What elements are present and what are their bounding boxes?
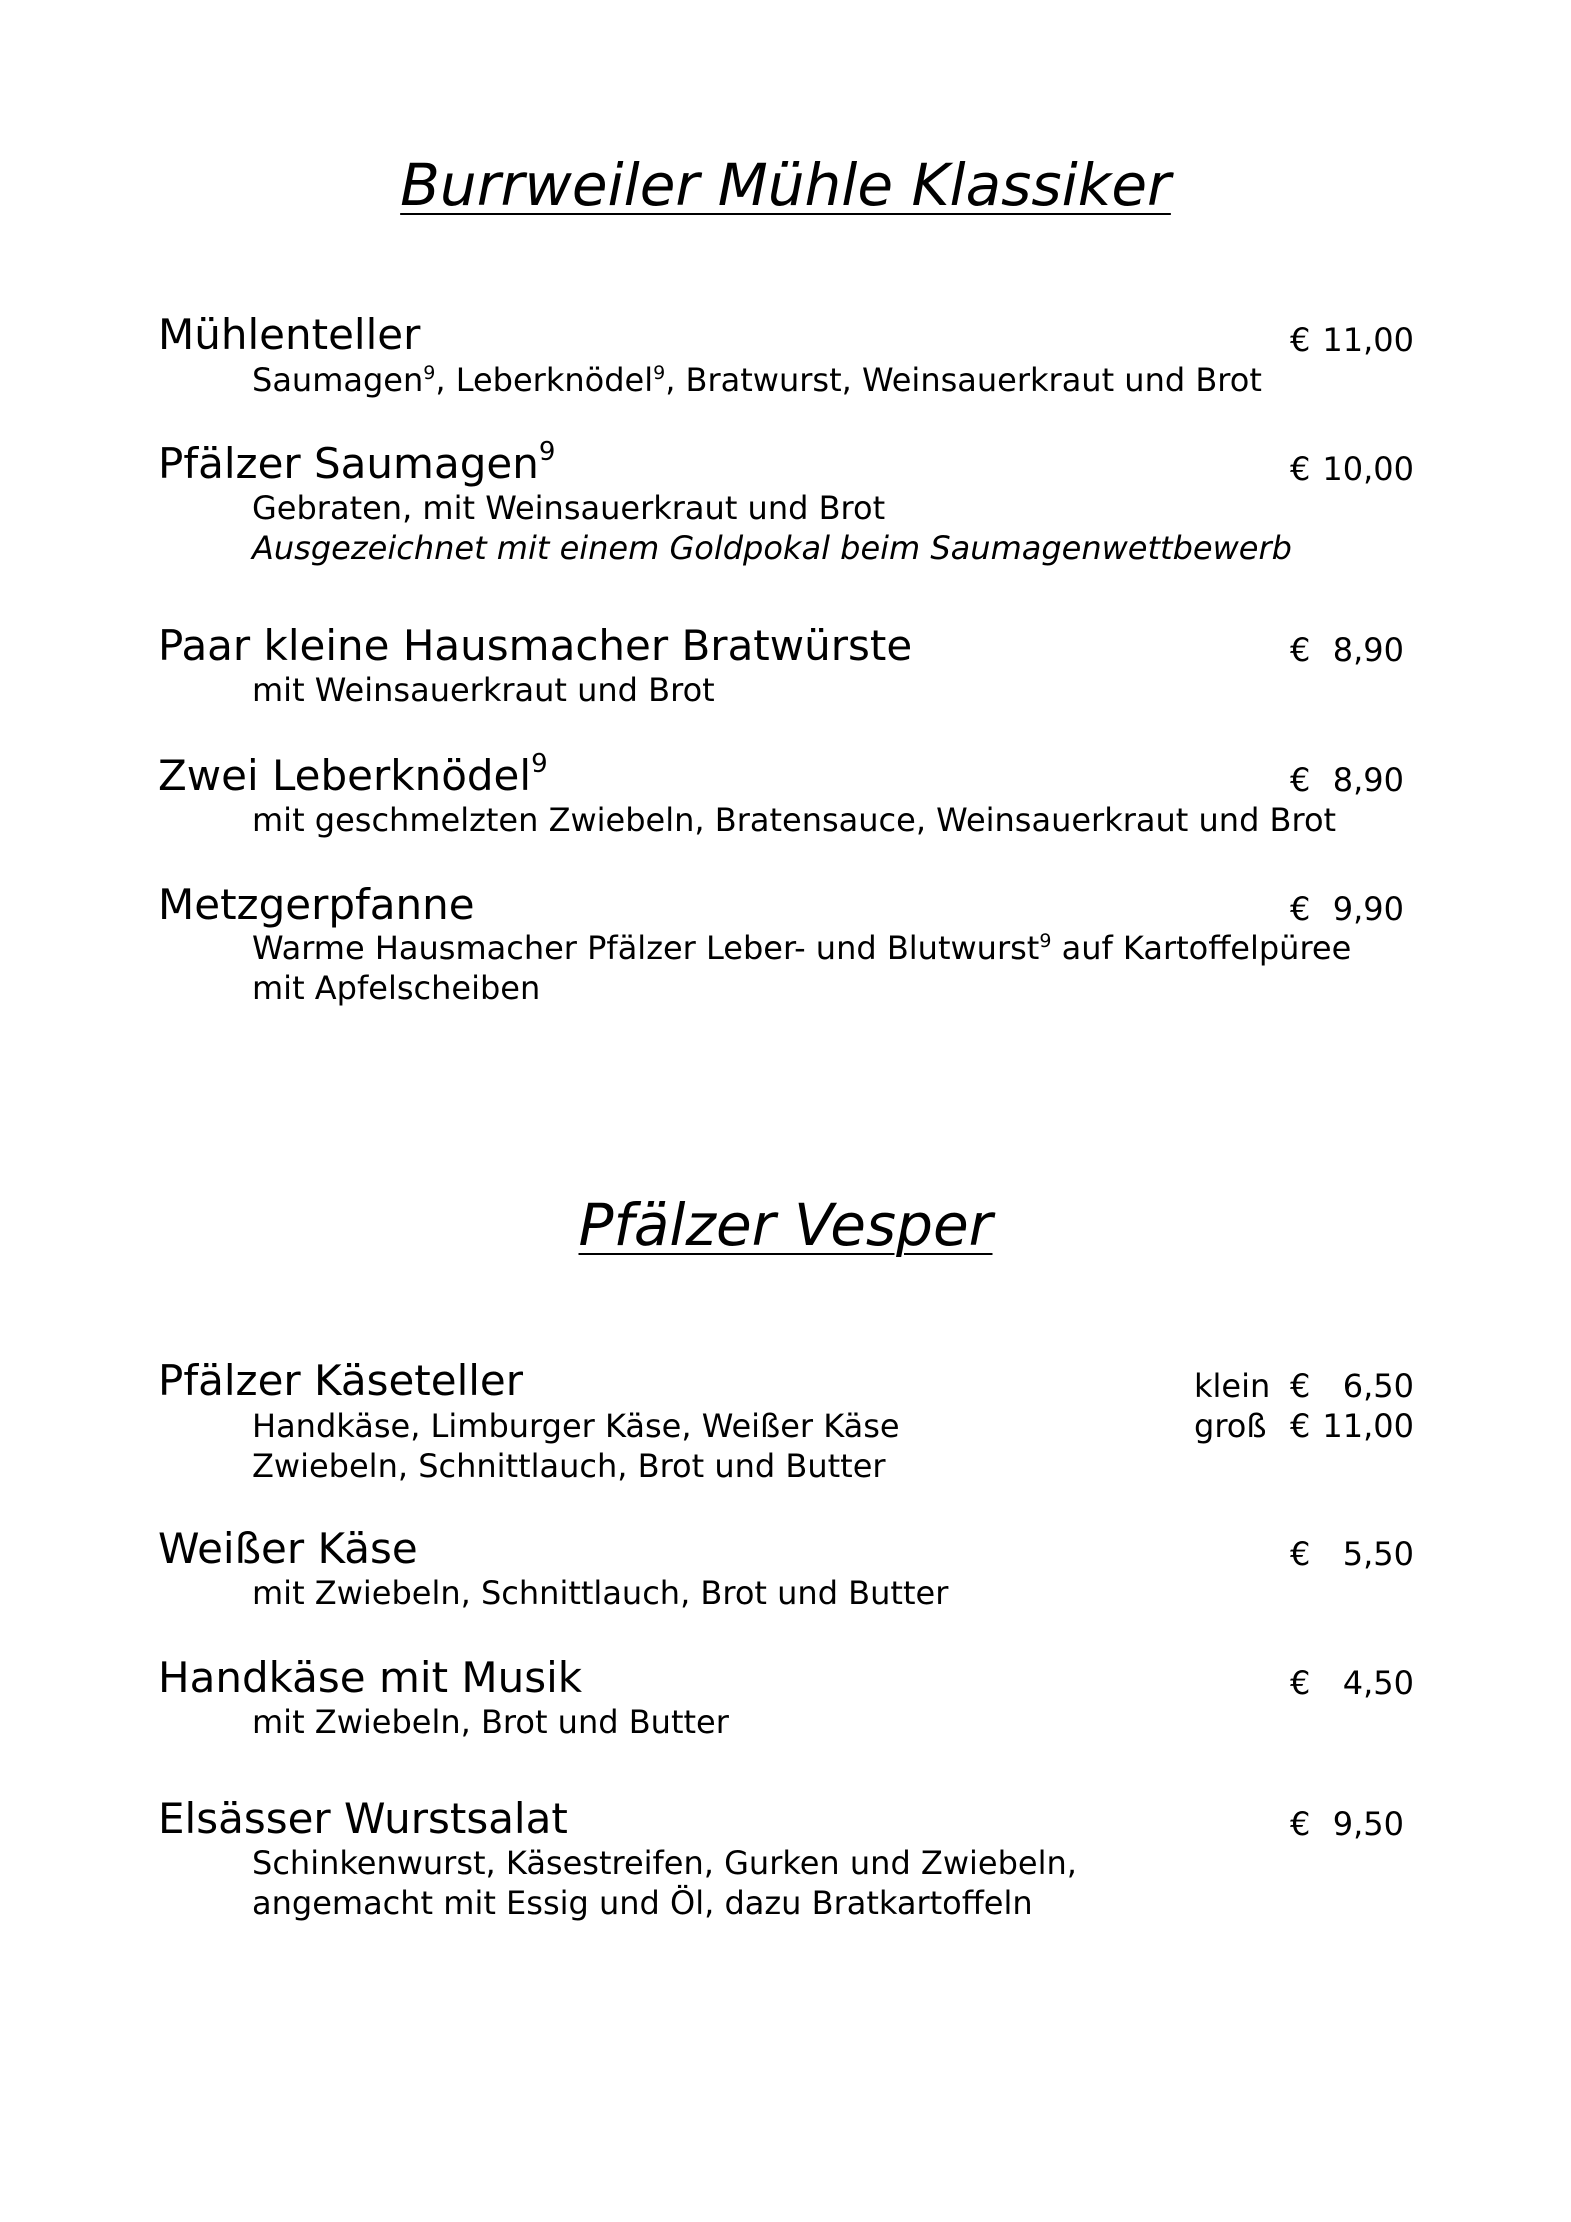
menu-item-description: Handkäse, Limburger Käse, Weißer Käse bbox=[252, 1407, 900, 1445]
menu-item-name: Pfälzer Saumagen$^9$ bbox=[158, 437, 556, 488]
menu-item-description: mit Weinsauerkraut und Brot bbox=[252, 671, 715, 709]
portion-size-label: groß bbox=[1194, 1407, 1267, 1445]
menu-item-name: Metzgerpfanne bbox=[158, 880, 475, 929]
menu-item-name: Mühlenteller bbox=[158, 310, 421, 359]
menu-item-description: mit Zwiebeln, Schnittlauch, Brot und Butter bbox=[252, 1574, 949, 1612]
menu-item-description: mit Zwiebeln, Brot und Butter bbox=[252, 1703, 729, 1741]
section-title-vesper: Pfälzer Vesper bbox=[578, 1191, 993, 1259]
menu-item-award-note: Ausgezeichnet mit einem Goldpokal beim Saumagenwettbewerb bbox=[252, 529, 1292, 567]
menu-item-description: Zwiebeln, Schnittlauch, Brot und Butter bbox=[252, 1447, 886, 1485]
section-title-klassiker: Burrweiler Mühle Klassiker bbox=[400, 151, 1171, 219]
menu-item-name: Elsässer Wurstsalat bbox=[158, 1794, 568, 1843]
menu-item-name: Handkäse mit Musik bbox=[158, 1653, 583, 1702]
menu-item-description: angemacht mit Essig und Öl, dazu Bratkartoffeln bbox=[252, 1884, 1033, 1922]
menu-item-name: Pfälzer Käseteller bbox=[158, 1356, 524, 1405]
menu-item-name: Weißer Käse bbox=[158, 1524, 418, 1573]
menu-item-description: Saumagen$^9$, Leberknödel$^9$, Bratwurst, Weinsauerkraut und Brot bbox=[252, 361, 1262, 399]
portion-size-label: klein bbox=[1194, 1367, 1271, 1405]
menu-item-name: Paar kleine Hausmacher Bratwürste bbox=[158, 621, 913, 670]
menu-item-description: Gebraten, mit Weinsauerkraut und Brot bbox=[252, 489, 886, 527]
menu-item-description: mit Apfelscheiben bbox=[252, 969, 541, 1007]
menu-item-description: Schinkenwurst, Käsestreifen, Gurken und Zwiebeln, bbox=[252, 1844, 1077, 1882]
menu-item-name: Zwei Leberknödel$^9$ bbox=[158, 749, 548, 800]
menu-item-description: Warme Hausmacher Pfälzer Leber- und Blutwurst$^9$ auf Kartoffelpüree bbox=[252, 929, 1352, 967]
menu-item-description: mit geschmelzten Zwiebeln, Bratensauce, Weinsauerkraut und Brot bbox=[252, 801, 1337, 839]
